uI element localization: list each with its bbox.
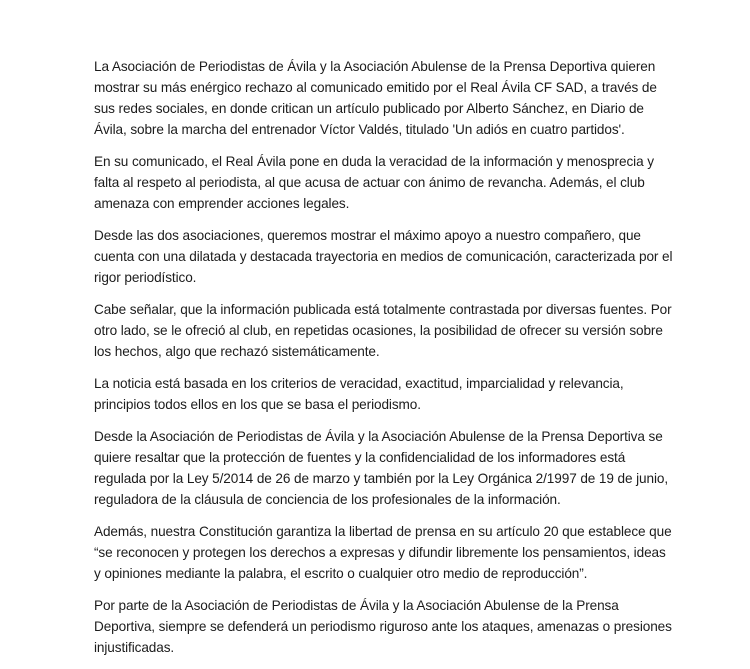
paragraph-8: Por parte de la Asociación de Periodistas de Ávila y la Asociación Abulense de la Prensa Deportiva, siempre se defenderá un periodismo riguroso ante los ataques, amenazas o presiones injustificadas. <box>94 598 672 655</box>
paragraph-7: Además, nuestra Constitución garantiza la libertad de prensa en su artículo 20 que establece que “se reconocen y protegen los derechos a expresas y difundir libremente los pensamientos, ideas y opiniones mediante la palabra, el escrito o cualquier otro medio de reproducción”. <box>94 524 672 581</box>
paragraph-3: Desde las dos asociaciones, queremos mostrar el máximo apoyo a nuestro compañero, que cuenta con una dilatada y destacada trayectoria en medios de comunicación, caracterizada por el rigor periodístico. <box>94 228 673 285</box>
paragraph-1: La Asociación de Periodistas de Ávila y la Asociación Abulense de la Prensa Deportiva quieren mostrar su más enérgico rechazo al comunicado emitido por el Real Ávila CF SAD, a través de sus redes sociales, en donde critican un artículo publicado por Alberto Sánchez, en Diario de Ávila, sobre la marcha del entrenador Víctor Valdés, titulado 'Un adiós en cuatro partidos'. <box>94 59 657 137</box>
document-body <box>94 56 674 669</box>
paragraph-4: Cabe señalar, que la información publicada está totalmente contrastada por diversas fuentes. Por otro lado, se le ofreció al club, en repetidas ocasiones, la posibilidad de ofrecer su versión sobre los hechos, algo que rechazó sistemáticamente. <box>94 302 672 359</box>
paragraph-2: En su comunicado, el Real Ávila pone en duda la veracidad de la información y menosprecia y falta al respeto al periodista, al que acusa de actuar con ánimo de revancha. Además, el club amenaza con emprender acciones legales. <box>94 154 654 211</box>
paragraph-6: Desde la Asociación de Periodistas de Ávila y la Asociación Abulense de la Prensa Deportiva se quiere resaltar que la protección de fuentes y la confidencialidad de los informadores está regulada por la Ley 5/2014 de 26 de marzo y también por la Ley Orgánica 2/1997 de 19 de junio, reguladora de la cláusula de conciencia de los profesionales de la información. <box>94 429 669 507</box>
paragraph-5: La noticia está basada en los criterios de veracidad, exactitud, imparcialidad y relevancia, principios todos ellos en los que se basa el periodismo. <box>94 376 624 412</box>
